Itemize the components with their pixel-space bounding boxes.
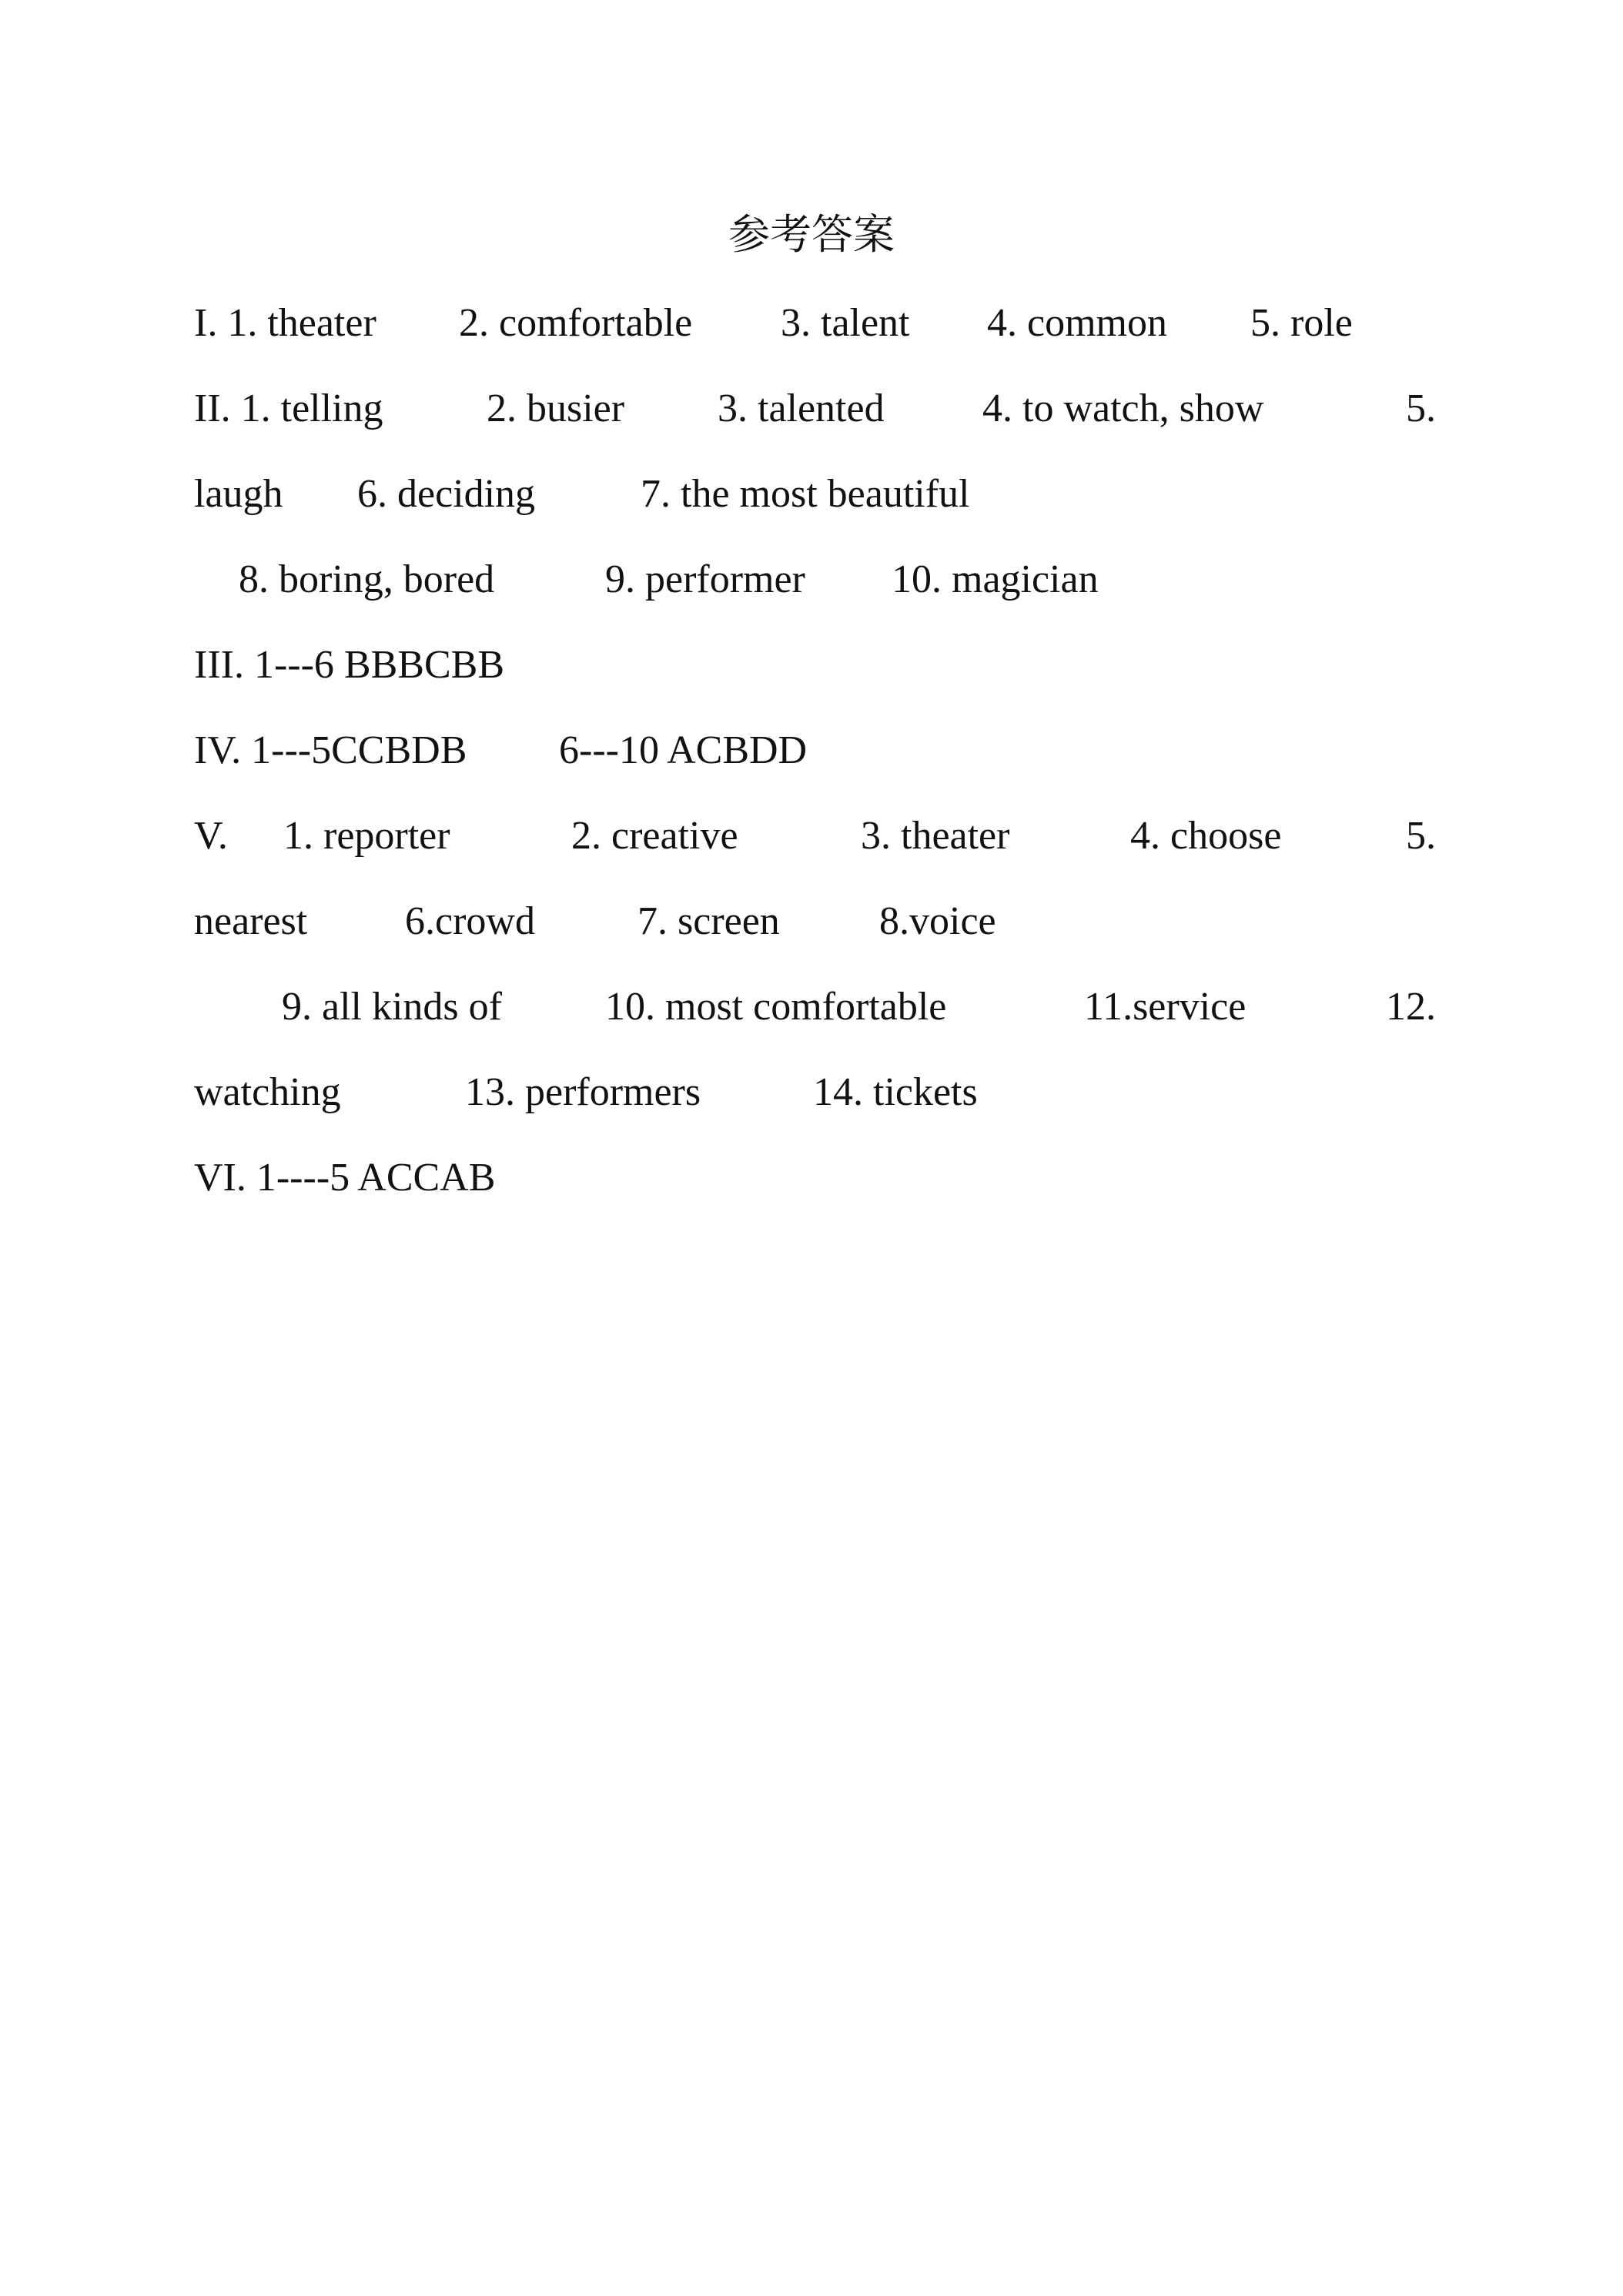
answer-item: 2. busier [487,387,625,430]
answer-item: 2. comfortable [459,301,693,345]
answer-item: III. 1---6 BBBCBB [194,643,504,687]
answer-item: nearest [194,899,308,943]
answer-item: 10. magician [892,557,1099,601]
answer-item: 6. deciding [357,472,536,516]
answer-item: 6---10 ACBDD [559,728,808,772]
answer-item: 13. performers [465,1070,701,1114]
answer-line-section-4 [194,720,1441,782]
page-title: 参考答案 [728,210,895,259]
answer-item: 5. [1406,387,1436,430]
answer-item: 7. the most beautiful [641,472,970,516]
answer-item: II. 1. telling [194,387,383,430]
answer-item: 10. most comfortable [605,985,947,1029]
answer-item: 5. role [1250,301,1353,345]
answer-line-section-2-cont [194,464,1441,525]
answer-item: 9. all kinds of [282,985,502,1029]
answer-line-section-1 [194,293,1441,354]
answer-item: 11.service [1084,985,1247,1029]
answer-item: 5. [1406,814,1436,858]
answer-item: I. 1. theater [194,301,376,345]
answer-line-section-3 [194,634,1441,696]
answer-line-section-2 [194,378,1441,440]
answer-item: IV. 1---5CCBDB [194,728,467,772]
answer-item: 6.crowd [405,899,535,943]
answer-item: 3. talented [718,387,885,430]
answer-item: 4. common [987,301,1167,345]
answer-line-section-6 [194,1147,1441,1209]
answer-item: 3. theater [861,814,1010,858]
answer-item: watching [194,1070,341,1114]
answer-item: 8. boring, bored [239,557,495,601]
answer-item: 9. performer [605,557,805,601]
answer-line-section-5-cont [194,891,1441,952]
answer-line-section-5-cont [194,1062,1441,1123]
answer-item: 14. tickets [813,1070,978,1114]
answer-line-section-5-cont [194,976,1441,1038]
answer-item: laugh [194,472,283,516]
answer-line-section-2-cont [194,549,1441,611]
answer-item: 2. creative [571,814,738,858]
answer-item: 4. to watch, show [982,387,1264,430]
answer-item: 12. [1386,985,1436,1029]
answer-item: 4. choose [1130,814,1282,858]
answer-item: 7. screen [637,899,780,943]
answer-item: 3. talent [781,301,910,345]
answer-item: VI. 1----5 ACCAB [194,1156,496,1200]
answer-line-section-5 [194,805,1441,867]
answer-item: 1. reporter [283,814,450,858]
answer-item: V. [194,814,228,858]
answer-item: 8.voice [879,899,996,943]
